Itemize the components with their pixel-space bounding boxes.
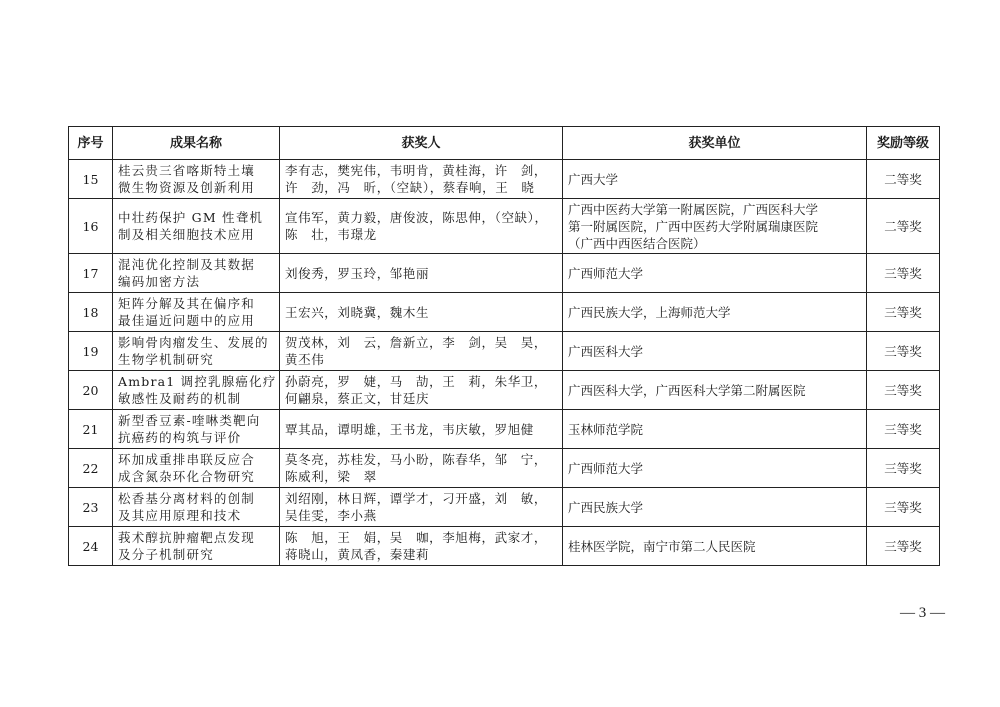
units-line: 广西民族大学 bbox=[568, 499, 644, 515]
winners bbox=[280, 254, 563, 293]
units-line: 广西师范大学 bbox=[568, 265, 644, 281]
winning-units bbox=[563, 293, 867, 332]
winning-units bbox=[563, 371, 867, 410]
name-line: 制及相关细胞技术应用 bbox=[118, 227, 256, 242]
winning-units bbox=[563, 410, 867, 449]
row-number: 22 bbox=[69, 449, 113, 488]
row-number: 20 bbox=[69, 371, 113, 410]
table-row bbox=[69, 449, 940, 488]
name-line: 桂云贵三省喀斯特土壤 bbox=[118, 163, 256, 178]
table-row bbox=[69, 410, 940, 449]
people-line: 李有志，樊宪伟，韦明肯，黄桂海，许 剑， bbox=[285, 163, 548, 178]
row-number: 18 bbox=[69, 293, 113, 332]
name-line: 及分子机制研究 bbox=[118, 547, 214, 562]
name-line: 新型香豆素-喹啉类靶向 bbox=[118, 413, 261, 428]
achievement-name bbox=[113, 160, 280, 199]
name-line: 最佳逼近问题中的应用 bbox=[118, 313, 256, 328]
name-line: 中壮药保护 GM 性聋机 bbox=[118, 210, 264, 225]
units-line: 广西大学 bbox=[568, 171, 619, 187]
winners bbox=[280, 332, 563, 371]
name-line: 生物学机制研究 bbox=[118, 352, 214, 367]
header-level: 奖励等级 bbox=[867, 127, 940, 160]
table-row bbox=[69, 160, 940, 199]
winning-units bbox=[563, 488, 867, 527]
units-line: 桂林医学院，南宁市第二人民医院 bbox=[568, 538, 756, 554]
people-line: 覃其品，谭明雄，王书龙，韦庆敏，罗旭健 bbox=[285, 421, 534, 437]
name-line: 矩阵分解及其在偏序和 bbox=[118, 296, 256, 311]
people-line: 贺茂林，刘 云，詹新立，李 剑，吴 昊， bbox=[285, 335, 548, 350]
winning-units bbox=[563, 254, 867, 293]
award-level: 二等奖 bbox=[867, 199, 940, 254]
winners bbox=[280, 293, 563, 332]
winners bbox=[280, 449, 563, 488]
achievement-name bbox=[113, 410, 280, 449]
name-line: 微生物资源及创新利用 bbox=[118, 180, 256, 195]
achievement-name bbox=[113, 293, 280, 332]
achievement-name bbox=[113, 254, 280, 293]
award-level: 三等奖 bbox=[867, 254, 940, 293]
header-no: 序号 bbox=[69, 127, 113, 160]
award-level: 三等奖 bbox=[867, 371, 940, 410]
row-number: 21 bbox=[69, 410, 113, 449]
name-line: 影响骨肉瘤发生、发展的 bbox=[118, 335, 269, 350]
winning-units bbox=[563, 199, 867, 254]
people-line: 宣伟军，黄力毅，唐俊波，陈思伸，（空缺）， bbox=[285, 210, 548, 225]
units-line: 广西医科大学 bbox=[568, 343, 644, 359]
name-line: Ambra1 调控乳腺癌化疗 bbox=[118, 374, 277, 389]
winning-units bbox=[563, 160, 867, 199]
award-level: 二等奖 bbox=[867, 160, 940, 199]
units-line: 玉林师范学院 bbox=[568, 421, 644, 437]
name-line: 莪术醇抗肿瘤靶点发现 bbox=[118, 530, 256, 545]
winners bbox=[280, 199, 563, 254]
award-level: 三等奖 bbox=[867, 410, 940, 449]
achievement-name bbox=[113, 332, 280, 371]
table-row bbox=[69, 527, 940, 566]
people-line: 孙蔚亮，罗 婕，马 劼，王 莉，朱华卫， bbox=[285, 374, 548, 389]
units-line: 广西师范大学 bbox=[568, 460, 644, 476]
units-line: 第一附属医院，广西中医药大学附属瑞康医院 bbox=[568, 218, 819, 234]
award-level: 三等奖 bbox=[867, 449, 940, 488]
winning-units bbox=[563, 332, 867, 371]
table-header bbox=[69, 127, 940, 160]
name-line: 编码加密方法 bbox=[118, 274, 201, 289]
achievement-name bbox=[113, 488, 280, 527]
table-row bbox=[69, 332, 940, 371]
row-number: 17 bbox=[69, 254, 113, 293]
units-line: 广西民族大学，上海师范大学 bbox=[568, 304, 731, 320]
achievement-name bbox=[113, 449, 280, 488]
header-name: 成果名称 bbox=[113, 127, 280, 160]
people-line: 刘俊秀，罗玉玲，邹艳丽 bbox=[285, 265, 430, 281]
people-line: 刘绍刚，林日辉，谭学才，刁开盛，刘 敏， bbox=[285, 491, 548, 506]
page-number: — 3 — bbox=[900, 605, 945, 621]
award-level: 三等奖 bbox=[867, 488, 940, 527]
people-line: 王宏兴，刘晓冀，魏木生 bbox=[285, 304, 430, 320]
table-row bbox=[69, 254, 940, 293]
name-line: 混沌优化控制及其数据 bbox=[118, 257, 256, 272]
people-line: 何翩泉，蔡正文，甘廷庆 bbox=[285, 391, 430, 406]
people-line: 许 劲，冯 昕，（空缺），蔡春响，王 晓 bbox=[285, 180, 535, 195]
name-line: 松香基分离材料的创制 bbox=[118, 491, 256, 506]
winners bbox=[280, 527, 563, 566]
header-row bbox=[69, 127, 940, 160]
name-line: 环加成重排串联反应合 bbox=[118, 452, 256, 467]
units-line: （广西中西医结合医院） bbox=[568, 235, 706, 251]
winning-units bbox=[563, 449, 867, 488]
table-row bbox=[69, 293, 940, 332]
award-level: 三等奖 bbox=[867, 527, 940, 566]
achievement-name bbox=[113, 199, 280, 254]
name-line: 敏感性及耐药的机制 bbox=[118, 391, 242, 406]
winning-units bbox=[563, 527, 867, 566]
winners bbox=[280, 488, 563, 527]
people-line: 陈 壮，韦璟龙 bbox=[285, 227, 377, 242]
awards-table bbox=[68, 126, 940, 566]
people-line: 黄丕伟 bbox=[285, 352, 325, 367]
header-people: 获奖人 bbox=[280, 127, 563, 160]
winners bbox=[280, 371, 563, 410]
award-level: 三等奖 bbox=[867, 332, 940, 371]
people-line: 吴佳雯，李小燕 bbox=[285, 508, 377, 523]
row-number: 16 bbox=[69, 199, 113, 254]
name-line: 成含氮杂环化合物研究 bbox=[118, 469, 256, 484]
row-number: 15 bbox=[69, 160, 113, 199]
units-line: 广西中医药大学第一附属医院，广西医科大学 bbox=[568, 201, 819, 217]
people-line: 蒋晓山，黄凤香，秦建莉 bbox=[285, 547, 430, 562]
achievement-name bbox=[113, 371, 280, 410]
people-line: 莫冬亮，苏桂发，马小盼，陈春华，邹 宁， bbox=[285, 452, 548, 467]
winners bbox=[280, 160, 563, 199]
people-line: 陈威利，梁 翠 bbox=[285, 469, 377, 484]
name-line: 抗癌药的构筑与评价 bbox=[118, 430, 242, 445]
name-line: 及其应用原理和技术 bbox=[118, 508, 242, 523]
winners bbox=[280, 410, 563, 449]
people-line: 陈 旭，王 娟，吴 咖，李旭梅，武家才， bbox=[285, 530, 548, 545]
award-level: 三等奖 bbox=[867, 293, 940, 332]
row-number: 23 bbox=[69, 488, 113, 527]
table-body bbox=[69, 160, 940, 566]
table-row bbox=[69, 371, 940, 410]
table-row bbox=[69, 488, 940, 527]
table-row bbox=[69, 199, 940, 254]
row-number: 19 bbox=[69, 332, 113, 371]
units-line: 广西医科大学，广西医科大学第二附属医院 bbox=[568, 382, 806, 398]
row-number: 24 bbox=[69, 527, 113, 566]
header-units: 获奖单位 bbox=[563, 127, 867, 160]
achievement-name bbox=[113, 527, 280, 566]
